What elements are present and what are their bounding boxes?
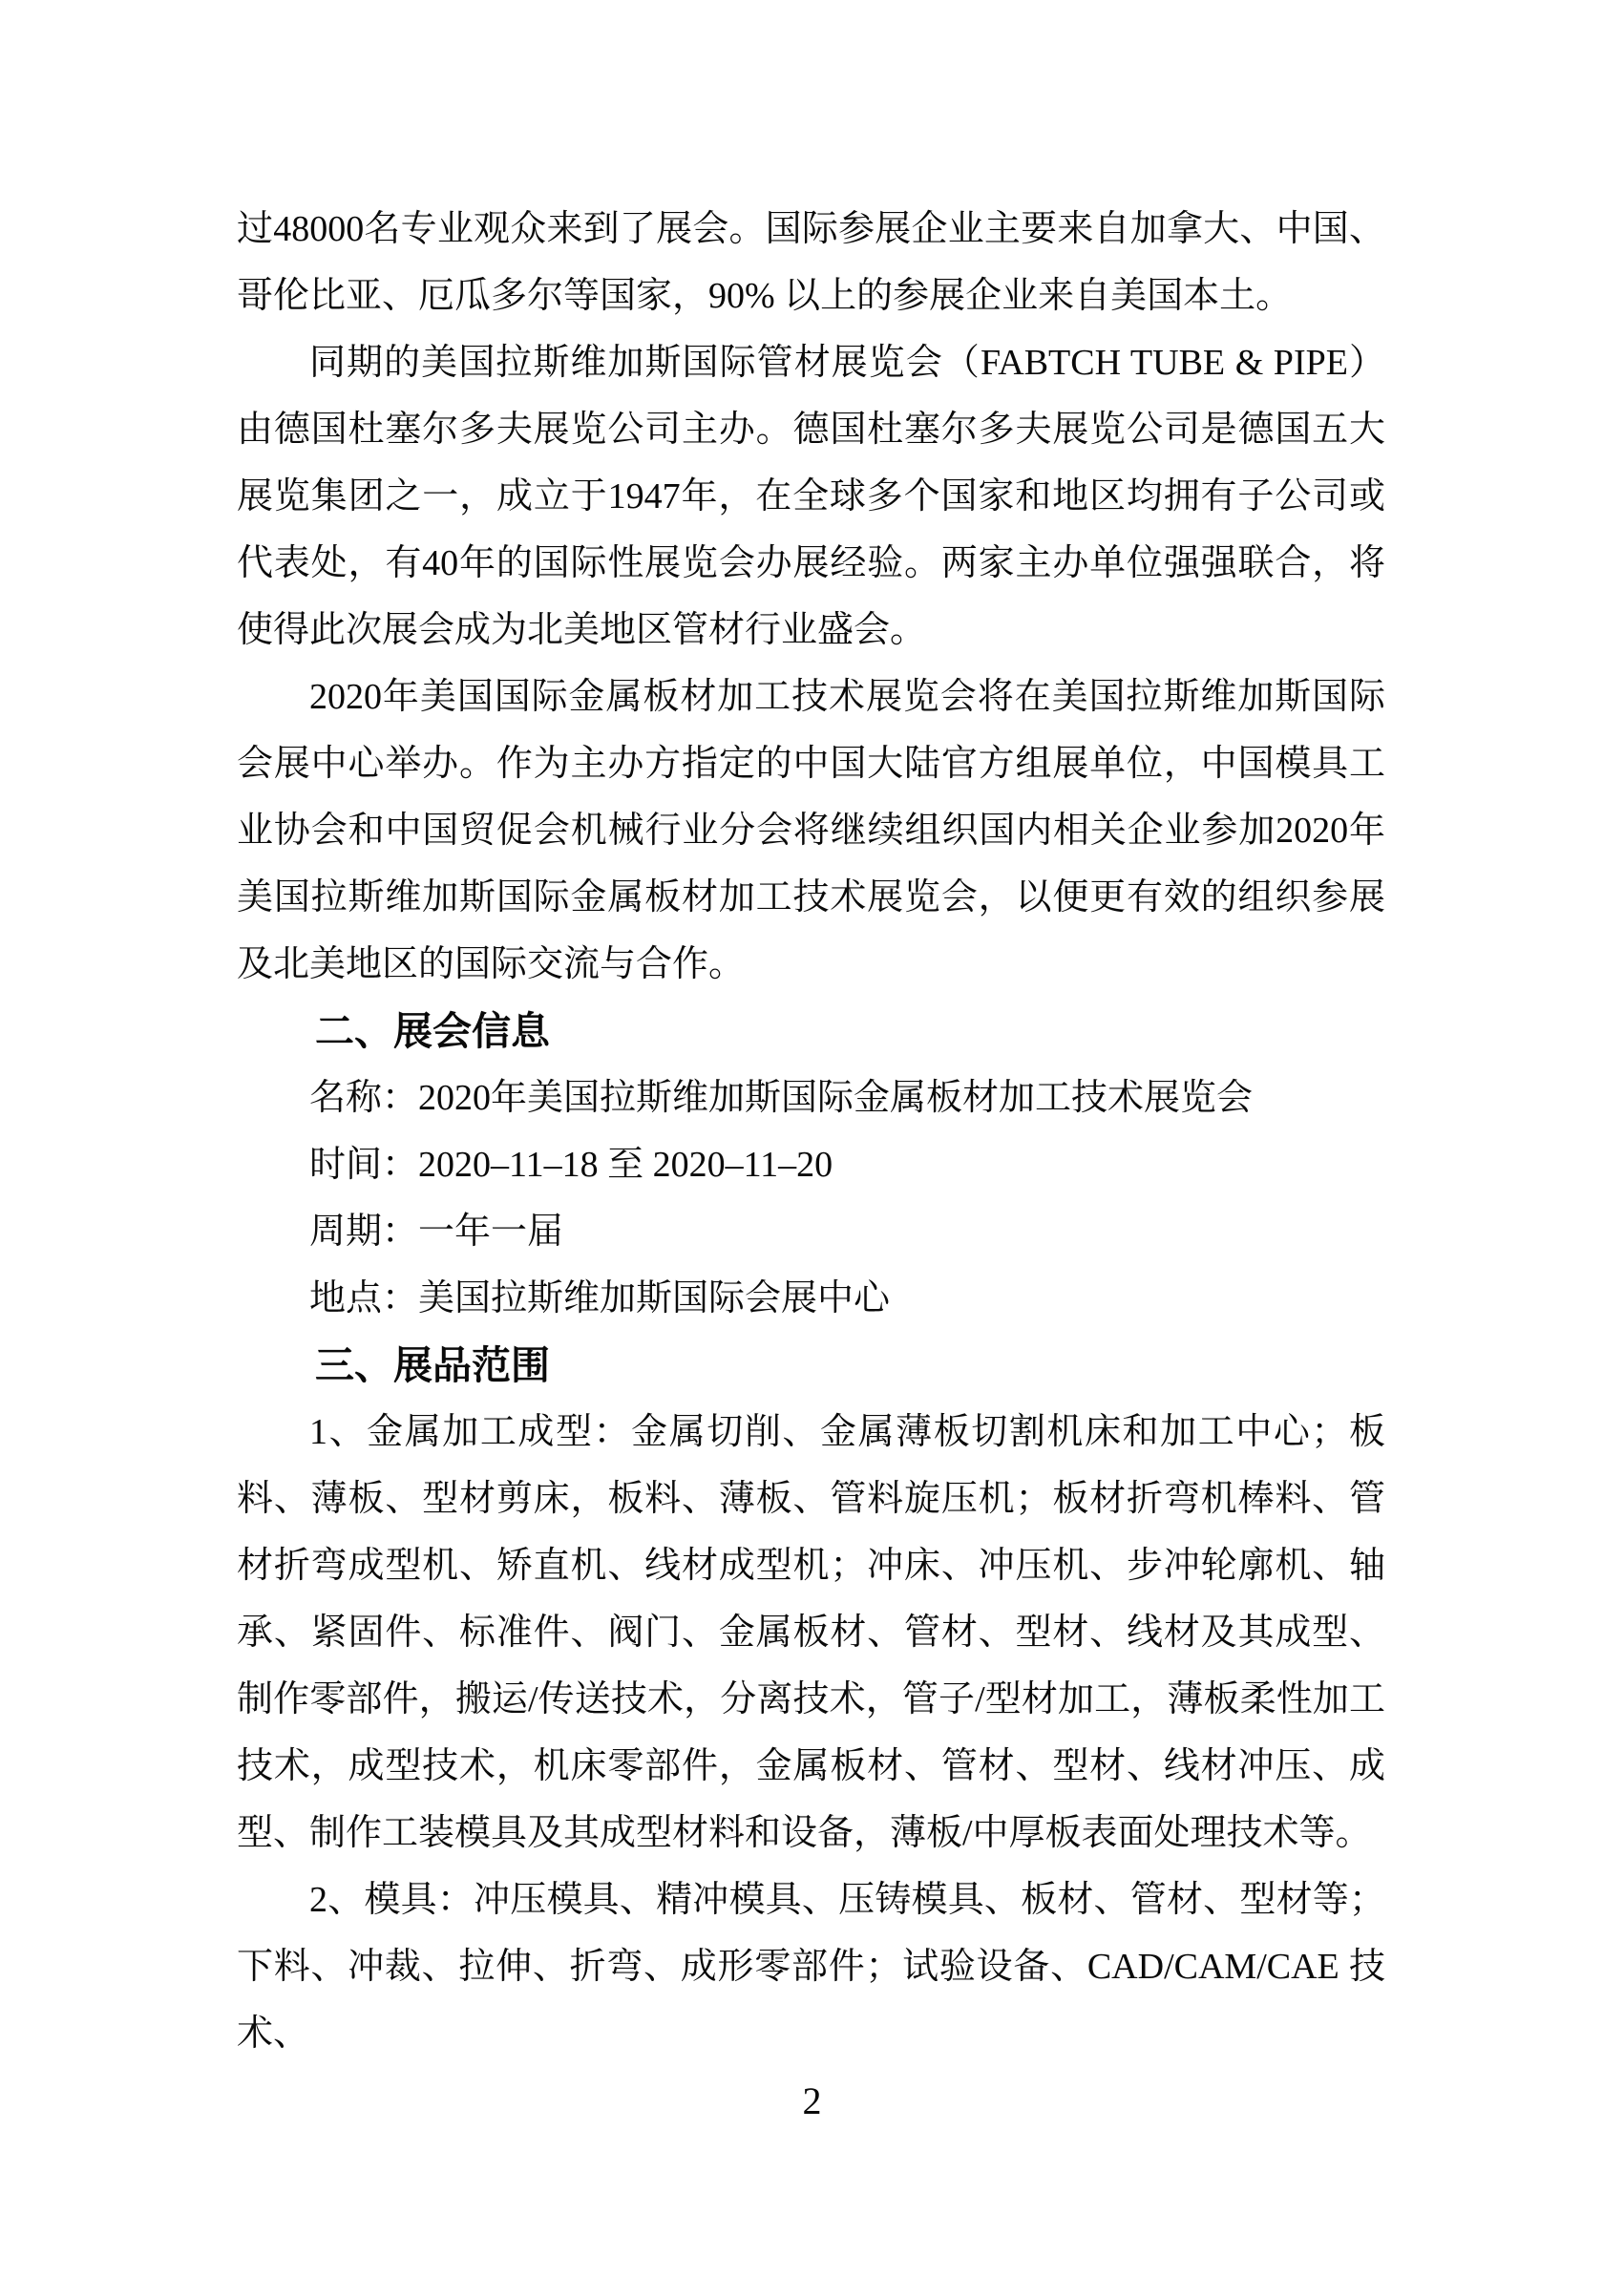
paragraph-visitors-continued: 过48000名专业观众来到了展会。国际参展企业主要来自加拿大、中国、哥伦比亚、厄瓜多尔等国家，90% 以上的参展企业来自美国本土。 [237, 209, 1385, 316]
paragraph-2020-show-organizers: 2020年美国国际金属板材加工技术展览会将在美国拉斯维加斯国际会展中心举办。作为主办方指定的中国大陆官方组展单位，中国模具工业协会和中国贸促会机械行业分会将继续组织国内相关企业参加2020年美国拉斯维加斯国际金属板材加工技术展览会，以便更有效的组织参展及北美地区的国际交流与合作。 [237, 677, 1385, 984]
paragraph-scope-metal-forming: 1、金属加工成型：金属切削、金属薄板切割机床和加工中心；板料、薄板、型材剪床，板料、薄板、管料旋压机；板材折弯机棒料、管材折弯成型机、矫直机、线材成型机；冲床、冲压机、步冲轮廓机、轴承、紧固件、标准件、阀门、金属板材、管材、型材、线材及其成型、制作零部件，搬运/传送技术，分离技术，管子/型材加工，薄板柔性加工技术，成型技术，机床零部件，金属板材、管材、型材、线材冲压、成型、制作工装模具及其成型材料和设备，薄板/中厚板表面处理技术等。 [237, 1412, 1385, 1853]
info-name: 名称：2020年美国拉斯维加斯国际金属板材加工技术展览会 [309, 1078, 1254, 1118]
section-heading-exhibition-info: 二、展会信息 [315, 1009, 550, 1053]
info-cycle: 周期：一年一届 [309, 1212, 564, 1252]
paragraph-tube-pipe-show: 同期的美国拉斯维加斯国际管材展览会（FABTCH TUBE & PIPE）由德国杜塞尔多夫展览公司主办。德国杜塞尔多夫展览公司是德国五大展览集团之一，成立于1947年，在全球多个国家和地区均拥有子公司或代表处，有40年的国际性展览会办展经验。两家主办单位强强联合，将使得此次展会成为北美地区管材行业盛会。 [237, 343, 1385, 650]
info-date: 时间：2020–11–18 至 2020–11–20 [309, 1145, 833, 1185]
paragraph-scope-molds: 2、模具：冲压模具、精冲模具、压铸模具、板材、管材、型材等；下料、冲裁、拉伸、折弯、成形零部件；试验设备、CAD/CAM/CAE 技术、 [237, 1880, 1385, 2054]
info-venue: 地点：美国拉斯维加斯国际会展中心 [309, 1278, 891, 1318]
page-number: 2 [802, 2079, 822, 2122]
section-heading-exhibit-scope: 三、展品范围 [315, 1343, 550, 1387]
